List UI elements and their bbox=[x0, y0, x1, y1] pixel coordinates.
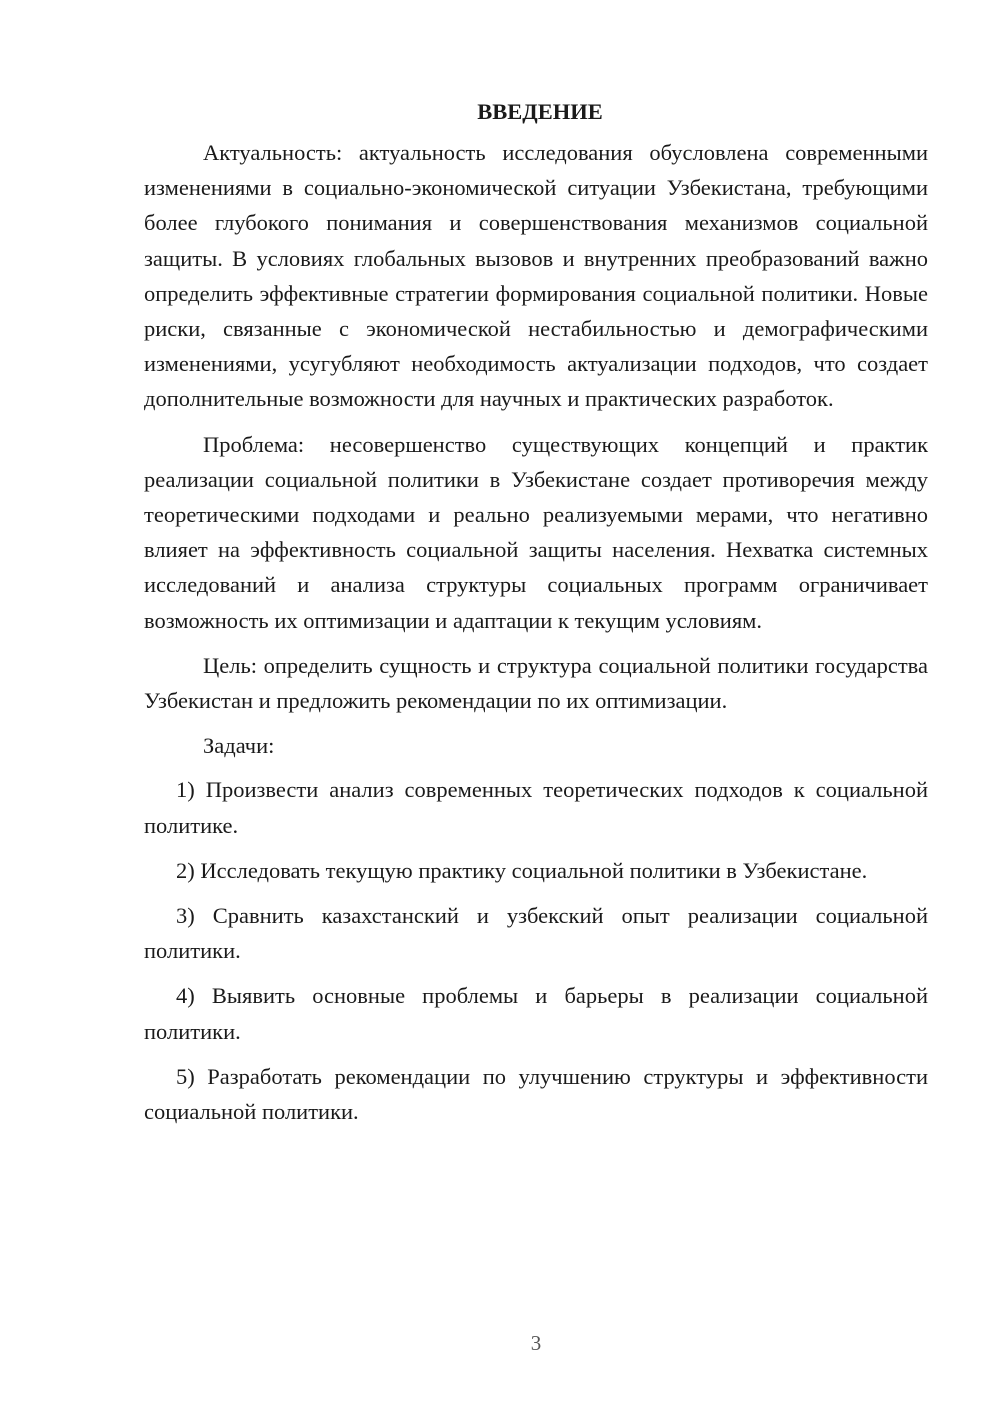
problem-paragraph: Проблема: несовершенство существующих концепций и практик реализации социальной политики в Узбекистане создает противоречия между теоретическими подходами и реально реализуемыми мерами, что негативно влияет на эффективность социальной защиты населения. Нехватка системных исследований и анализа структуры социальных программ ограничивает возможность их оптимизации и адаптации к текущим условиям. bbox=[144, 431, 928, 633]
task-item-1: 1) Произвести анализ современных теоретических подходов к социальной политике. bbox=[144, 777, 928, 838]
task-item-2: 2) Исследовать текущую практику социальной политики в Узбекистане. bbox=[176, 857, 868, 883]
task-item-4: 4) Выявить основные проблемы и барьеры в реализации социальной политики. bbox=[144, 983, 928, 1044]
relevance-paragraph: Актуальность: актуальность исследования обусловлена современными изменениями в социально-экономической ситуации Узбекистана, требующими более глубокого понимания и совершенствования механизмов социальной защиты. В условиях глобальных вызовов и внутренних преобразований важно определить эффективные стратегии формирования социальной политики. Новые риски, связанные с экономической нестабильностью и демографическими изменениями, усугубляют необходимость актуализации подходов, что создает дополнительные возможности для научных и практических разработок. bbox=[144, 140, 928, 412]
goal-paragraph: Цель: определить сущность и структура социальной политики государства Узбекистан и предложить рекомендации по их оптимизации. bbox=[144, 652, 928, 714]
section-heading: ВВЕДЕНИЕ bbox=[477, 99, 603, 124]
task-item-5: 5) Разработать рекомендации по улучшению структуры и эффективности социальной политики. bbox=[144, 1063, 928, 1125]
page-number: 3 bbox=[530, 1331, 542, 1355]
task-list bbox=[144, 772, 928, 1129]
document-body bbox=[144, 94, 928, 1139]
task-item-3: 3) Сравнить казахстанский и узбекский опыт реализации социальной политики. bbox=[144, 903, 928, 964]
tasks-label: Задачи: bbox=[203, 733, 275, 759]
